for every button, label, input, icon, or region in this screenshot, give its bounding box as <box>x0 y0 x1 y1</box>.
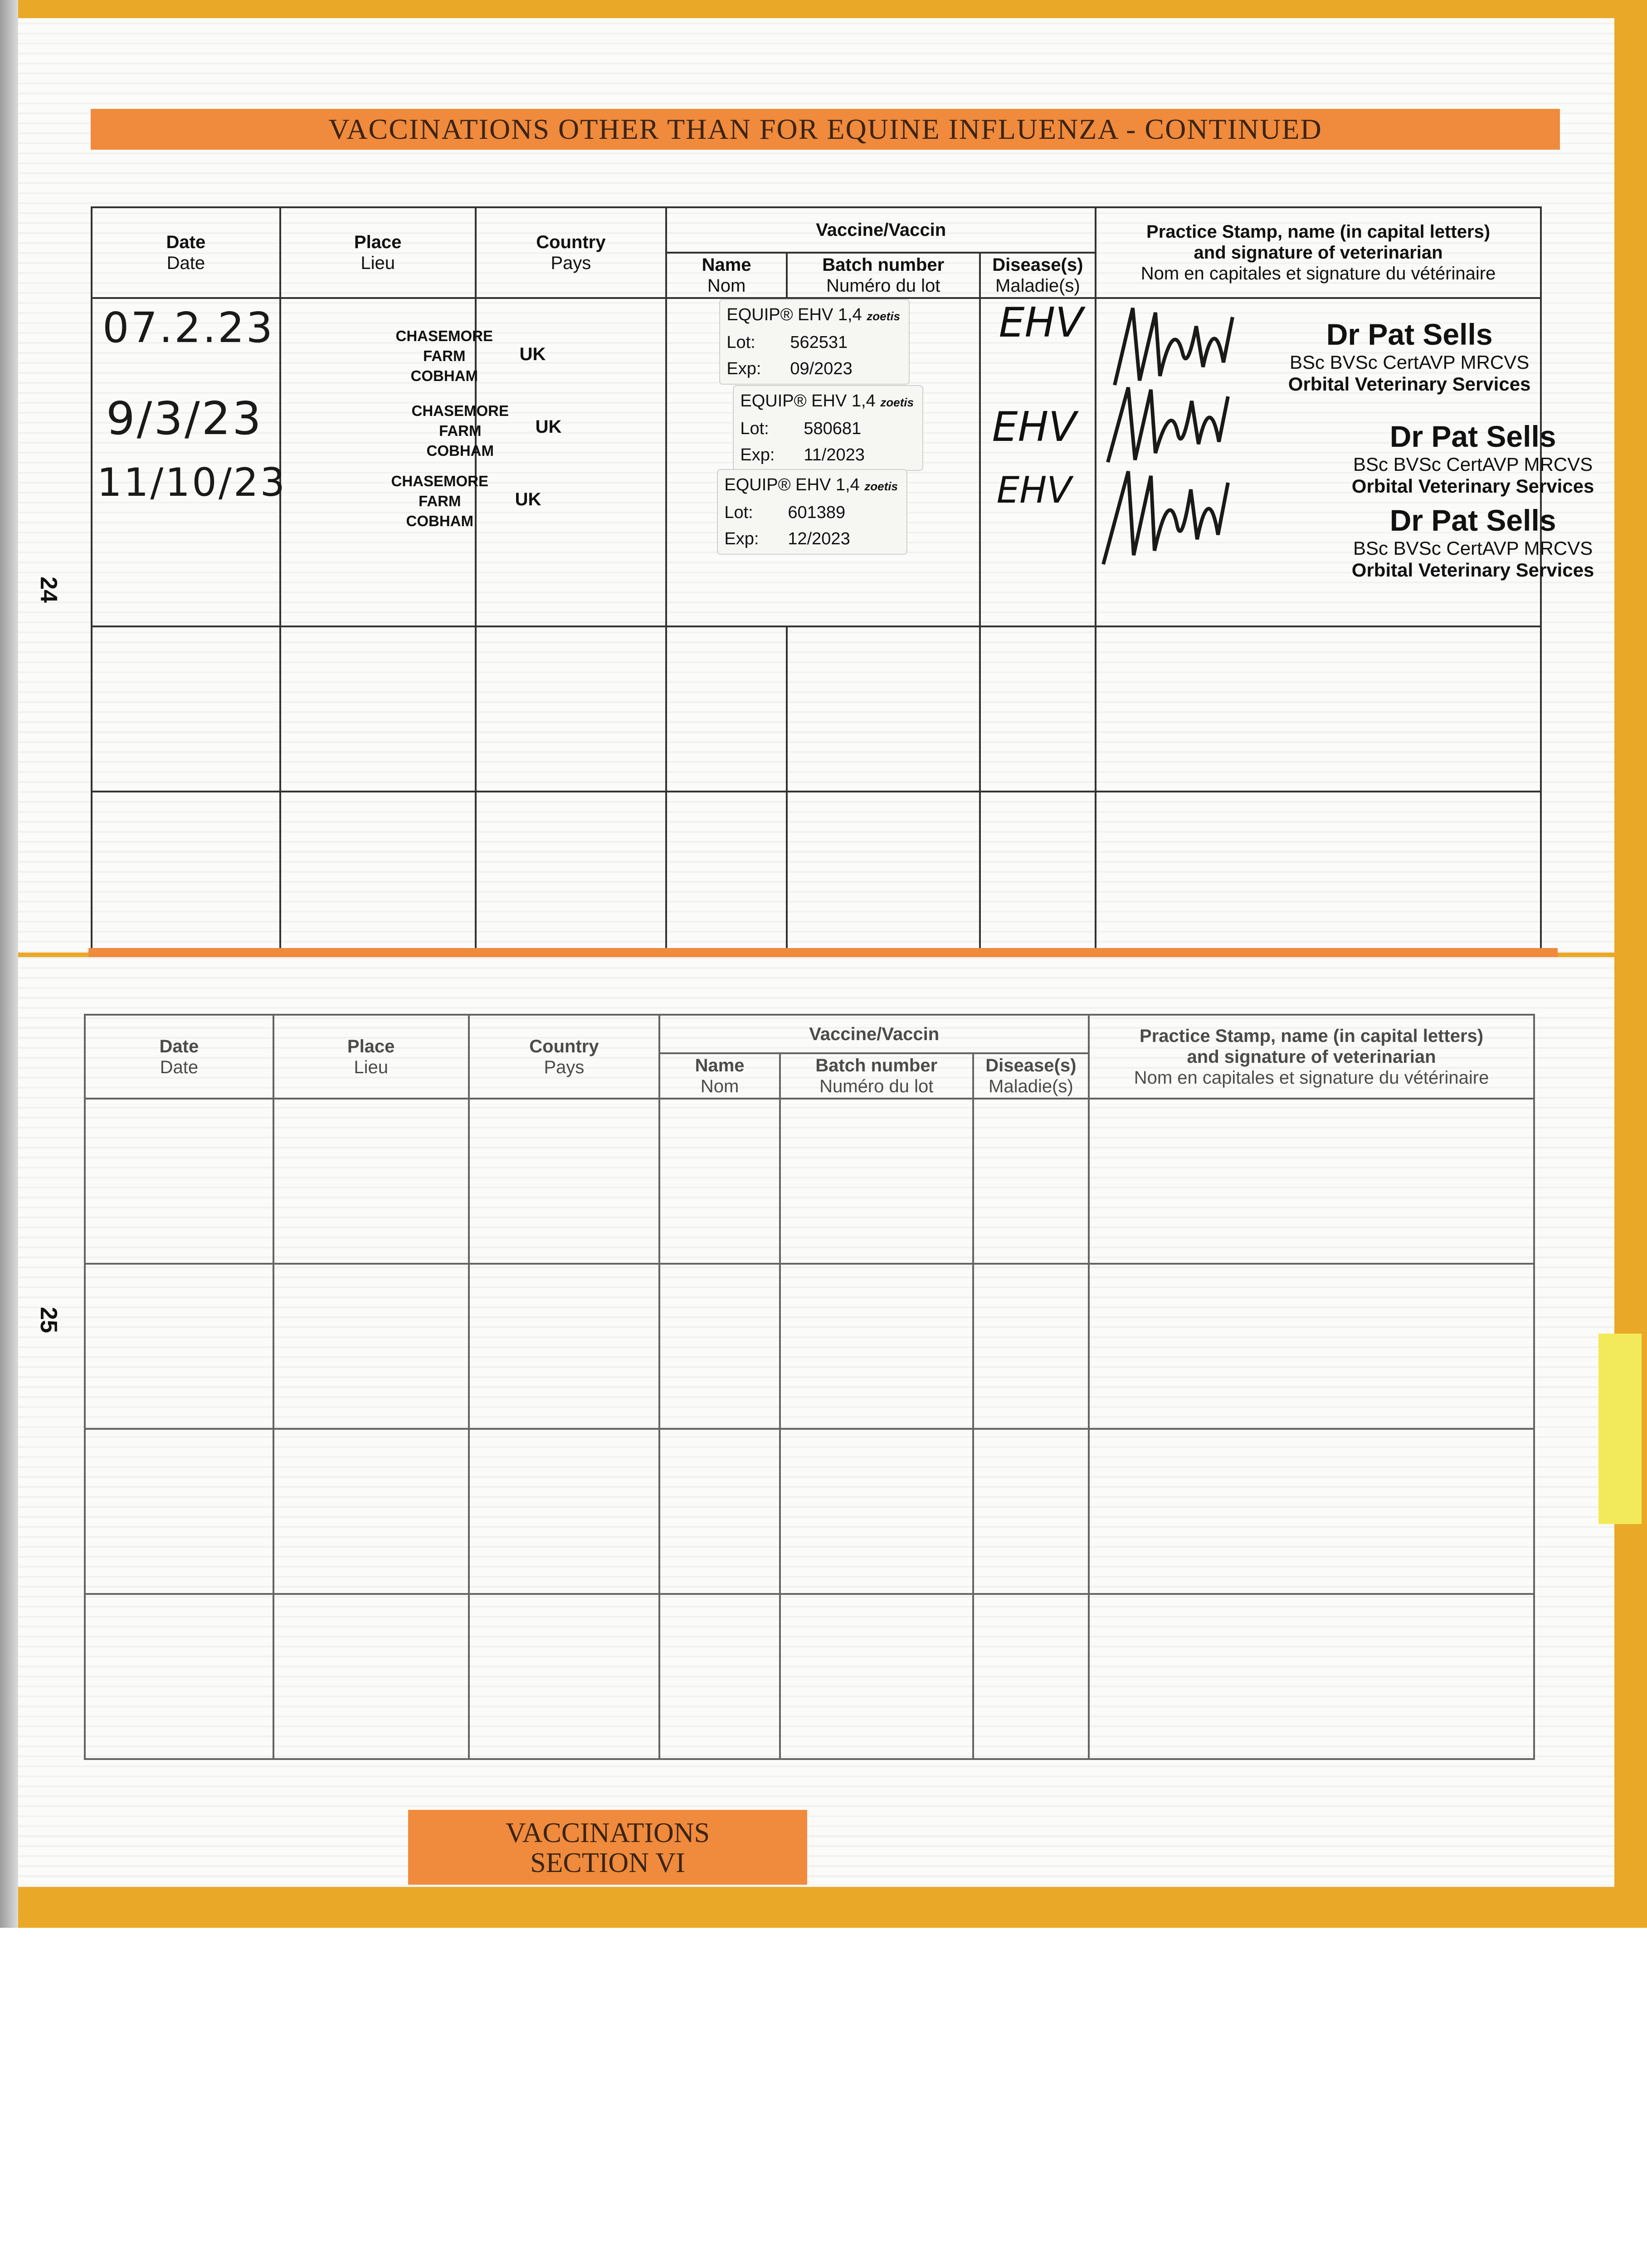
table-row <box>85 1429 1534 1594</box>
practice-stamp: Dr Pat Sells BSc BVSc CertAVP MRCVS Orbital Veterinary Services <box>1351 420 1594 497</box>
name-header: Name Nom <box>659 1053 780 1099</box>
practice-stamp: Dr Pat Sells BSc BVSc CertAVP MRCVS Orbital Veterinary Services <box>1288 318 1531 395</box>
entry-date: 9/3/23 <box>106 392 263 445</box>
entry-place: CHASEMORE FARM COBHAM <box>411 402 509 459</box>
vaccine-header: Vaccine/Vaccin <box>666 207 1096 253</box>
entry-place: CHASEMORE FARM COBHAM <box>395 327 493 384</box>
entry-disease: EHV <box>996 469 1072 511</box>
entry-country: UK <box>535 417 562 437</box>
vaccination-table-page-25 <box>84 1014 1535 1760</box>
stamp-header: Practice Stamp, name (in capital letters) and signature of veterinarian Nom en capitales et signature du vétérinaire <box>1089 1015 1534 1099</box>
country-cell <box>476 298 667 626</box>
table-row <box>92 792 1541 957</box>
signature-icon <box>1101 458 1237 567</box>
entry-place: CHASEMORE FARM COBHAM <box>391 473 489 529</box>
batch-header: Batch number Numéro du lot <box>780 1053 973 1099</box>
table-row <box>92 626 1541 792</box>
vaccine-sticker: EQUIP® EHV 1,4 zoetis Lot: 580681 Exp: 11/2023 <box>733 385 923 471</box>
batch-header: Batch number Numéro du lot <box>787 253 980 298</box>
page-number-24: 24 <box>35 577 62 603</box>
stamp-header: Practice Stamp, name (in capital letters) and signature of veterinarian Nom en capitales et signature du vétérinaire <box>1096 207 1541 298</box>
vaccination-table-page-24 <box>91 206 1594 958</box>
entry-country: UK <box>515 489 541 509</box>
date-header: Date Date <box>92 207 280 298</box>
vaccine-sticker: EQUIP® EHV 1,4 zoetis Lot: 601389 Exp: 12/2023 <box>717 469 907 555</box>
vaccine-sticker: EQUIP® EHV 1,4 zoetis Lot: 562531 Exp: 09/2023 <box>719 299 910 385</box>
entry-disease: EHV <box>992 403 1077 451</box>
entry-country: UK <box>519 344 546 364</box>
vaccine-header: Vaccine/Vaccin <box>659 1015 1089 1053</box>
scan-edge <box>0 0 18 1928</box>
place-cell <box>280 298 509 626</box>
page-number-25: 25 <box>35 1307 62 1333</box>
vaccine-label-cell <box>666 298 979 626</box>
entry-date: 11/10/23 <box>97 460 287 505</box>
date-cell <box>92 298 287 626</box>
entry-date: 07.2.23 <box>102 303 275 352</box>
table-row <box>85 1099 1534 1264</box>
place-header: Place Lieu <box>280 207 476 298</box>
disease-header: Disease(s) Maladie(s) <box>973 1053 1089 1099</box>
page-title-banner: VACCINATIONS OTHER THAN FOR EQUINE INFLUENZA - CONTINUED <box>91 109 1560 150</box>
disease-cell <box>980 298 1096 626</box>
stamp-cell <box>1096 298 1594 626</box>
table-row <box>85 1264 1534 1429</box>
signature-icon <box>1103 376 1239 467</box>
yellow-page-tab <box>1598 1334 1642 1524</box>
section-label: VACCINATIONS SECTION VI <box>408 1810 807 1885</box>
practice-stamp: Dr Pat Sells BSc BVSc CertAVP MRCVS Orbital Veterinary Services <box>1351 503 1594 581</box>
entry-disease: EHV <box>999 299 1083 347</box>
table-row <box>85 1594 1534 1759</box>
date-header: Date Date <box>85 1015 273 1099</box>
disease-header: Disease(s) Maladie(s) <box>980 253 1096 298</box>
country-header: Country Pays <box>469 1015 660 1099</box>
country-header: Country Pays <box>476 207 667 298</box>
table-row <box>92 298 1541 626</box>
name-header: Name Nom <box>666 253 786 298</box>
place-header: Place Lieu <box>273 1015 469 1099</box>
